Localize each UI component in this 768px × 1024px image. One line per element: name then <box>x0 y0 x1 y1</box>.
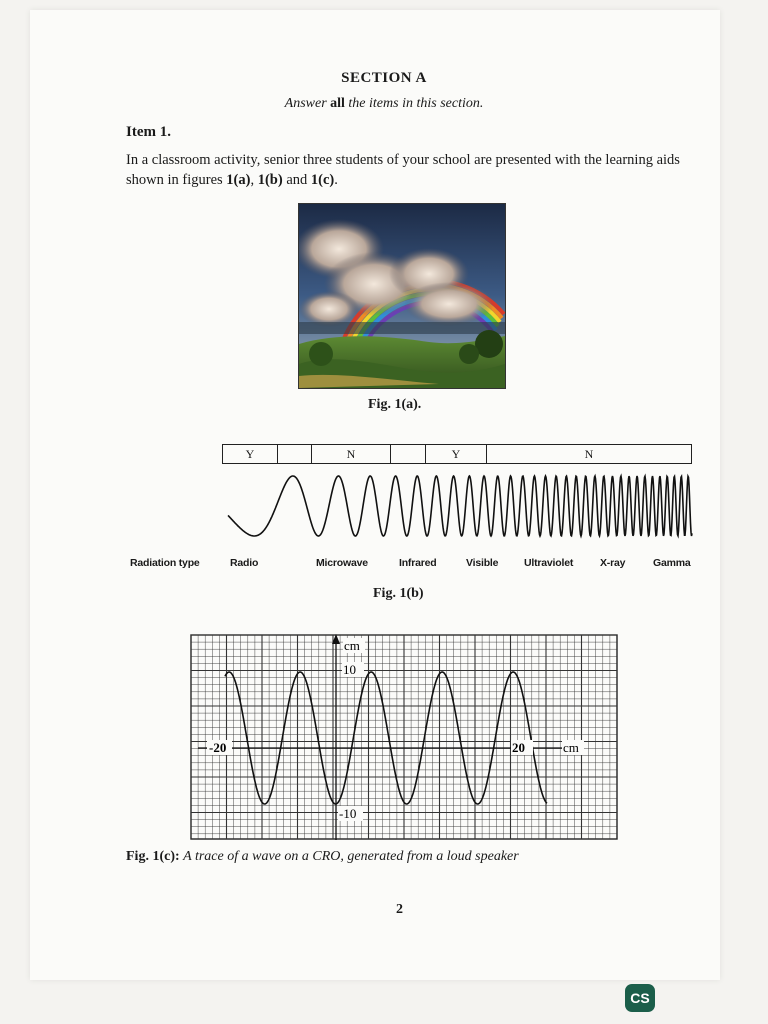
fig-1c-caption <box>126 849 519 865</box>
band-cell-blank <box>277 444 312 464</box>
item-intro-paragraph <box>126 150 686 190</box>
spectrum-band-table <box>222 444 692 464</box>
rainbow-photo <box>298 203 506 389</box>
intro-fig-b-ref: 1(b) <box>257 172 283 188</box>
rainbow-landscape-image <box>299 204 505 388</box>
radiation-type-label: Radiation type <box>130 557 200 569</box>
radiation-visible: Visible <box>466 557 499 569</box>
radiation-xray: X-ray <box>600 557 626 569</box>
spectrum-wave-line <box>228 476 692 536</box>
band-cell-rest: N <box>487 444 692 464</box>
em-spectrum-wave <box>222 468 702 548</box>
cro-x-left-label: -20 <box>209 740 227 755</box>
instruction-text-bold: all <box>330 96 345 111</box>
radiation-ultraviolet: Ultraviolet <box>524 557 574 569</box>
band-cell-infrared: Y <box>426 444 487 464</box>
fig-1a-caption: Fig. 1(a). <box>368 397 422 412</box>
intro-fig-c-ref: 1(c) <box>310 172 335 188</box>
fig-1b-caption: Fig. 1(b) <box>373 586 424 601</box>
section-title: SECTION A <box>341 70 427 86</box>
fig-1c-text: A trace of a wave on a CRO, generated from a loud speaker <box>183 849 519 864</box>
cro-x-right-label: 20 <box>512 740 525 755</box>
band-cell-microwave: N <box>312 444 391 464</box>
fig-1c-colon: : <box>174 849 184 864</box>
intro-sep: and <box>282 172 311 188</box>
section-instruction <box>0 96 768 112</box>
fig-1c-label: Fig. 1(c) <box>126 849 175 864</box>
cro-y-top-label: 10 <box>343 662 356 677</box>
item-title: Item 1. <box>126 124 171 140</box>
radiation-infrared: Infrared <box>399 557 437 569</box>
cro-trace-grid <box>190 634 618 840</box>
radiation-gamma: Gamma <box>653 557 691 569</box>
cro-x-unit: cm <box>563 740 579 755</box>
intro-end: . <box>334 172 338 188</box>
cro-y-bottom-label: -10 <box>339 806 357 821</box>
band-cell-radio: Y <box>222 444 278 464</box>
band-cell-blank <box>391 444 426 464</box>
cro-y-unit: cm <box>344 638 360 653</box>
radiation-radio: Radio <box>230 557 259 569</box>
instruction-text-post: the items in this section. <box>344 96 484 111</box>
intro-sep: , <box>250 172 258 188</box>
intro-text: In a classroom activity, senior three students of your school are presented with the learning aids shown in figures <box>126 152 680 188</box>
camscanner-logo-icon: CS <box>625 984 655 1012</box>
radiation-microwave: Microwave <box>316 557 368 569</box>
instruction-text-pre: Answer <box>284 96 331 111</box>
page-number: 2 <box>396 902 403 917</box>
intro-fig-a-ref: 1(a) <box>226 172 251 188</box>
